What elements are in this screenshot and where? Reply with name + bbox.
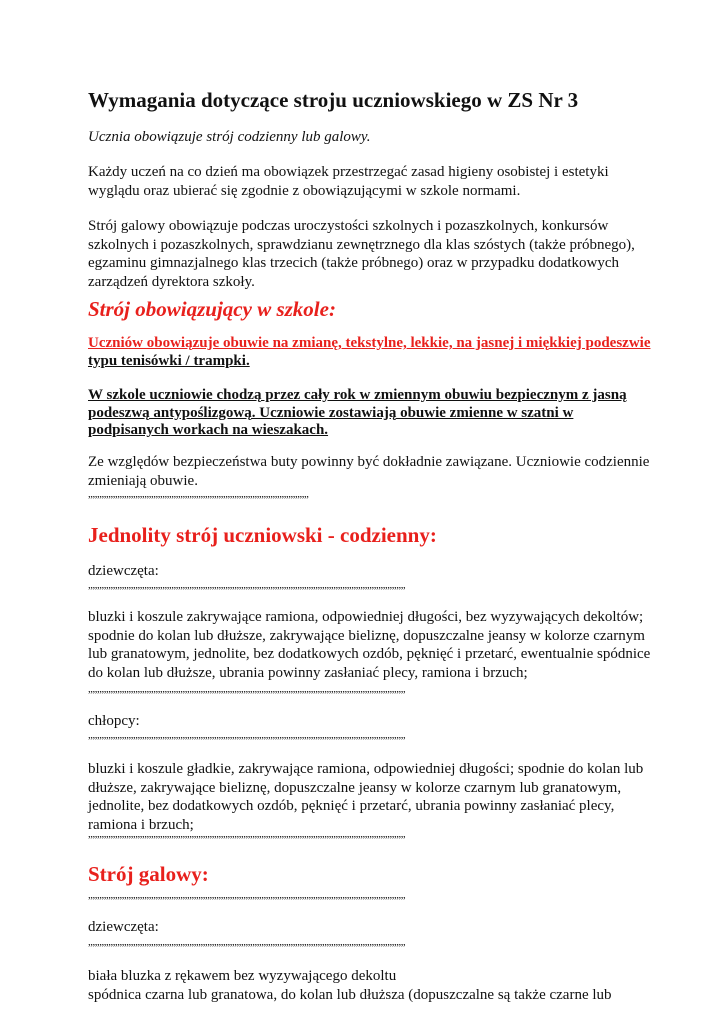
rule-line: typu tenisówki / trampki.	[88, 352, 250, 369]
paragraph-boys-daily	[88, 760, 648, 834]
heading-daily-uniform: Jednolity strój uczniowski - codzienny:	[88, 523, 437, 547]
rule-line: podeszwą antypoślizgową. Uczniowie zostawiają obuwie zmienne w szatni w	[88, 404, 574, 421]
comma-separator: ,,,,,,,,,,,,,,,,,,,,,,,,,,,,,,,,,,,,,,,,,,,,,,,,,,,,,,,,,,,,,,,,,,,,,,,,,,,,,,,,,,,,,,,,,,,,,,,,,,,,,,,,,,,,,,,,,,,,,,,,,,,,,,,,,,,,,,,,,,,,,	[88, 579, 406, 591]
paragraph-line: Strój galowy obowiązuje podczas uroczystości szkolnych i pozaszkolnych, konkursów	[88, 218, 609, 234]
paragraph-line: do kolan lub dłuższe, ubrania powinny zasłaniać plecy, ramiona i brzuch;	[88, 664, 528, 681]
comma-separator: ,,,,,,,,,,,,,,,,,,,,,,,,,,,,,,,,,,,,,,,,,,,,,,,,,,,,,,,,,,,,,,,,,,,,,,,,,,,,,,,,,,,,,,,,,,,,,,,,,,,,,,,,,,,,,,,,,,,,,,,,,,,,,,,,,,,,,,,,,,,,,	[88, 936, 406, 948]
intro-text: Ucznia obowiązuje strój codzienny lub galowy.	[88, 129, 371, 145]
heading-school-dress: Strój obowiązujący w szkole:	[88, 297, 336, 321]
paragraph-formal-dress-occasions	[88, 217, 648, 291]
paragraph-line: szkolnych i pozaszkolnych, sprawdzianu zewnętrznego dla klas szóstych (także próbnego),	[88, 236, 635, 253]
paragraph-line: lub granatowym, jednolite, bez dodatkowych ozdób, pęknięć i przetarć, ewentualnie spódnice	[88, 646, 651, 662]
document-title: Wymagania dotyczące stroju uczniowskiego w ZS Nr 3	[88, 88, 579, 112]
paragraph-hygiene	[88, 163, 648, 200]
comma-separator: ,,,,,,,,,,,,,,,,,,,,,,,,,,,,,,,,,,,,,,,,,,,,,,,,,,,,,,,,,,,,,,,,,,,,,,,,,,,,,,,,,,,,,,,,,,,,,,,,,,,,,,,,,,,,,,,,,,,,,,,,,,,,,,,,,,,,,,,,,,,,,	[88, 889, 406, 901]
rule-line: W szkole uczniowie chodzą przez cały rok w zmiennym obuwiu bezpiecznym z jasną	[88, 387, 627, 403]
comma-separator: ,,,,,,,,,,,,,,,,,,,,,,,,,,,,,,,,,,,,,,,,,,,,,,,,,,,,,,,,,,,,,,,,,,,,,,,,,,,,,,,,,,,,,,,,,,,,,,,,,,,,,,,,,,,,,,,,,,,,,,,,,,,,,,,,,,,,,,,,,,,,,	[88, 729, 406, 741]
rule-line: podpisanych workach na wieszakach.	[88, 422, 329, 438]
paragraph-line: wyglądu oraz ubierać się zgodnie z obowiązującymi w szkole normami.	[88, 182, 521, 199]
paragraph-girls-formal	[88, 967, 648, 1004]
comma-separator: ,,,,,,,,,,,,,,,,,,,,,,,,,,,,,,,,,,,,,,,,,,,,,,,,,,,,,,,,,,,,,,,,,,,,,,,,,,,,,,,,,,,,,,,,,,,,,,,,,,,,,,,,,,,,,,,,,,,,,,,,,,,,,,,,,,,,,,,,,,,,,	[88, 828, 406, 840]
label-girls: dziewczęta:	[88, 563, 159, 579]
paragraph-line: spódnica czarna lub granatowa, do kolan lub dłuższa (dopuszczalne są także czarne lub	[88, 986, 612, 1003]
rule-line-red: Uczniów obowiązuje obuwie na zmianę, tekstylne, lekkie, na jasnej i miękkiej podeszwie	[88, 335, 651, 351]
comma-separator: ,,,,,,,,,,,,,,,,,,,,,,,,,,,,,,,,,,,,,,,,,,,,,,,,,,,,,,,,,,,,,,,,,,,,,,,,,,,,,,,,,,,,,,,,,,,,,,,,,,,,,,,,,,,,,,,,,,,,,,,,,,,,,,,,,,,,,,,,,,,,,	[88, 683, 406, 695]
paragraph-line: dłuższe, zakrywające bieliznę, dopuszczalne jeansy w kolorze czarnym lub granatowym,	[88, 779, 622, 796]
paragraph-line: Każdy uczeń na co dzień ma obowiązek przestrzegać zasad higieny osobistej i estetyki	[88, 164, 609, 180]
label-boys: chłopcy:	[88, 713, 140, 729]
paragraph-shoe-safety	[88, 453, 648, 490]
paragraph-girls-daily	[88, 608, 651, 682]
rule-shoes-change	[88, 335, 651, 370]
paragraph-line: zarządzeń dyrektora szkoły.	[88, 273, 255, 290]
paragraph-line: ramiona i brzuch;	[88, 816, 194, 833]
paragraph-line: bluzki i koszule gładkie, zakrywające ramiona, odpowiedniej długości; spodnie do kolan lub	[88, 761, 644, 777]
rule-safe-shoes	[88, 387, 648, 440]
label-girls-formal: dziewczęta:	[88, 919, 159, 935]
heading-formal-dress: Strój galowy:	[88, 862, 209, 886]
paragraph-line: bluzki i koszule zakrywające ramiona, odpowiedniej długości, bez wyzywających dekoltów;	[88, 609, 644, 625]
paragraph-line: spodnie do kolan lub dłuższe, zakrywające bieliznę, dopuszczalne jeansy w kolorze czarnym	[88, 627, 645, 644]
comma-separator: ,,,,,,,,,,,,,,,,,,,,,,,,,,,,,,,,,,,,,,,,,,,,,,,,,,,,,,,,,,,,,,,,,,,,,,,,,,,,,,,,,,,,,,,,,,,,,,,,,,	[88, 488, 309, 500]
paragraph-line: Ze względów bezpieczeństwa buty powinny być dokładnie zawiązane. Uczniowie codziennie	[88, 454, 650, 470]
paragraph-line: zmieniają obuwie.	[88, 472, 198, 489]
paragraph-line: biała bluzka z rękawem bez wyzywającego dekoltu	[88, 968, 397, 984]
paragraph-line: egzaminu gimnazjalnego klas trzecich (także próbnego) oraz w przypadku dodatkowych	[88, 255, 620, 271]
paragraph-line: jednolite, bez dodatkowych ozdób, pęknięć i przetarć, ubrania powinny zasłaniać plecy,	[88, 798, 615, 814]
